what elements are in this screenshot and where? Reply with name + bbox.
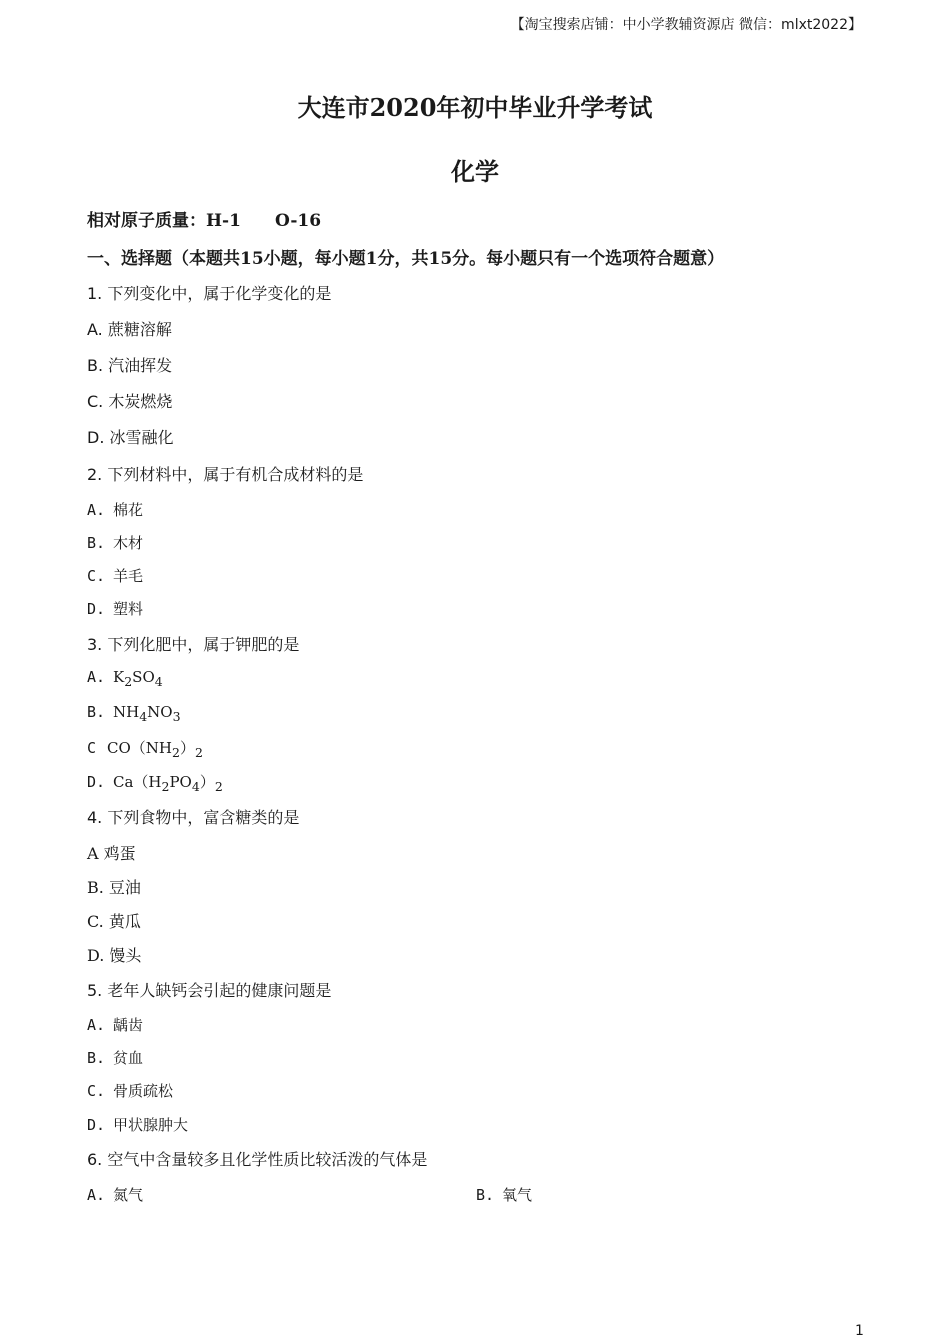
option-label: A. <box>87 1016 106 1034</box>
q3-option-c <box>87 737 203 760</box>
option-label: B. <box>476 1186 495 1204</box>
q3-option-b <box>87 703 181 724</box>
question-2-stem: 2. 下列材料中，属于有机合成材料的是 <box>87 465 364 484</box>
formula-part: PO <box>169 773 192 791</box>
question-3-stem: 3. 下列化肥中，属于钾肥的是 <box>87 635 300 654</box>
option-label: D. <box>87 773 106 791</box>
q1-option-a: A. 蔗糖溶解 <box>87 320 172 339</box>
formula-subscript: 4 <box>139 709 148 724</box>
q1-option-b: B. 汽油挥发 <box>87 356 173 375</box>
option-text: 羊毛 <box>113 567 144 585</box>
formula-subscript: 2 <box>124 674 133 689</box>
option-text: 氧气 <box>502 1186 533 1204</box>
q4-option-c: C. 黄瓜 <box>87 912 141 931</box>
atomic-mass-line: 相对原子质量：H-1 O-16 <box>87 211 322 231</box>
q6-option-a <box>87 1184 143 1205</box>
question-6-stem: 6. 空气中含量较多且化学性质比较活泼的气体是 <box>87 1150 428 1169</box>
section-heading: 一、选择题（本题共15小题，每小题1分，共15分。每小题只有一个选项符合题意） <box>87 249 725 269</box>
formula-subscript: 2 <box>161 779 170 794</box>
option-label: A. <box>87 668 106 686</box>
formula-subscript: 4 <box>154 674 163 689</box>
formula-subscript: 2 <box>171 745 180 760</box>
formula-part: NO <box>147 703 173 721</box>
q1-option-c: C. 木炭燃烧 <box>87 392 173 411</box>
option-label: B. <box>87 1049 106 1067</box>
option-label: C. <box>87 1082 106 1100</box>
q4-option-a: A 鸡蛋 <box>87 844 136 863</box>
formula-part: NH <box>113 703 140 721</box>
option-text: 氮气 <box>113 1186 144 1204</box>
formula-part: ） <box>199 773 215 791</box>
header-note: 【淘宝搜索店铺：中小学教辅资源店 微信：mlxt2022】 <box>510 17 862 33</box>
option-text: 贫血 <box>113 1049 144 1067</box>
question-4-stem: 4. 下列食物中，富含糖类的是 <box>87 808 300 827</box>
formula-part: ） <box>179 739 195 757</box>
q2-option-b <box>87 532 143 553</box>
option-text: 塑料 <box>113 600 144 618</box>
exam-title: 大连市2020年初中毕业升学考试 <box>297 93 653 122</box>
option-text: 龋齿 <box>113 1016 144 1034</box>
formula-part: SO <box>132 668 155 686</box>
option-text: 棉花 <box>113 501 144 519</box>
question-1-stem: 1. 下列变化中，属于化学变化的是 <box>87 284 332 303</box>
q2-option-c <box>87 565 143 586</box>
formula-part: Ca（H <box>113 773 162 791</box>
formula-subscript: 4 <box>191 779 200 794</box>
q1-option-d: D. 冰雪融化 <box>87 428 174 447</box>
q3-option-a <box>87 668 163 689</box>
option-label: D. <box>87 1116 106 1134</box>
option-label: A. <box>87 1186 106 1204</box>
option-label: C. <box>87 567 106 585</box>
q6-option-b <box>476 1184 532 1205</box>
option-text: 甲状腺肿大 <box>113 1116 189 1134</box>
option-text: 骨质疏松 <box>113 1082 174 1100</box>
option-label: C <box>87 739 97 757</box>
subject-title: 化学 <box>451 157 499 186</box>
option-label: B. <box>87 703 106 721</box>
q4-option-b: B. 豆油 <box>87 878 141 897</box>
formula-subscript: 2 <box>194 745 203 760</box>
question-5-stem: 5. 老年人缺钙会引起的健康问题是 <box>87 981 332 1000</box>
formula-part: CO（NH <box>107 739 172 757</box>
formula-part: K <box>113 668 125 686</box>
q4-option-d: D. 馒头 <box>87 946 142 965</box>
formula-subscript: 2 <box>214 779 223 794</box>
q5-option-b <box>87 1047 143 1068</box>
q2-option-d <box>87 598 143 619</box>
q5-option-d <box>87 1114 188 1135</box>
q5-option-c <box>87 1080 173 1101</box>
option-text: 木材 <box>113 534 144 552</box>
page-number: 1 <box>855 1323 864 1339</box>
option-label: A. <box>87 501 106 519</box>
q3-option-d <box>87 771 223 794</box>
option-label: D. <box>87 600 106 618</box>
formula-subscript: 3 <box>172 709 181 724</box>
q5-option-a <box>87 1014 143 1035</box>
q2-option-a <box>87 499 143 520</box>
option-label: B. <box>87 534 106 552</box>
